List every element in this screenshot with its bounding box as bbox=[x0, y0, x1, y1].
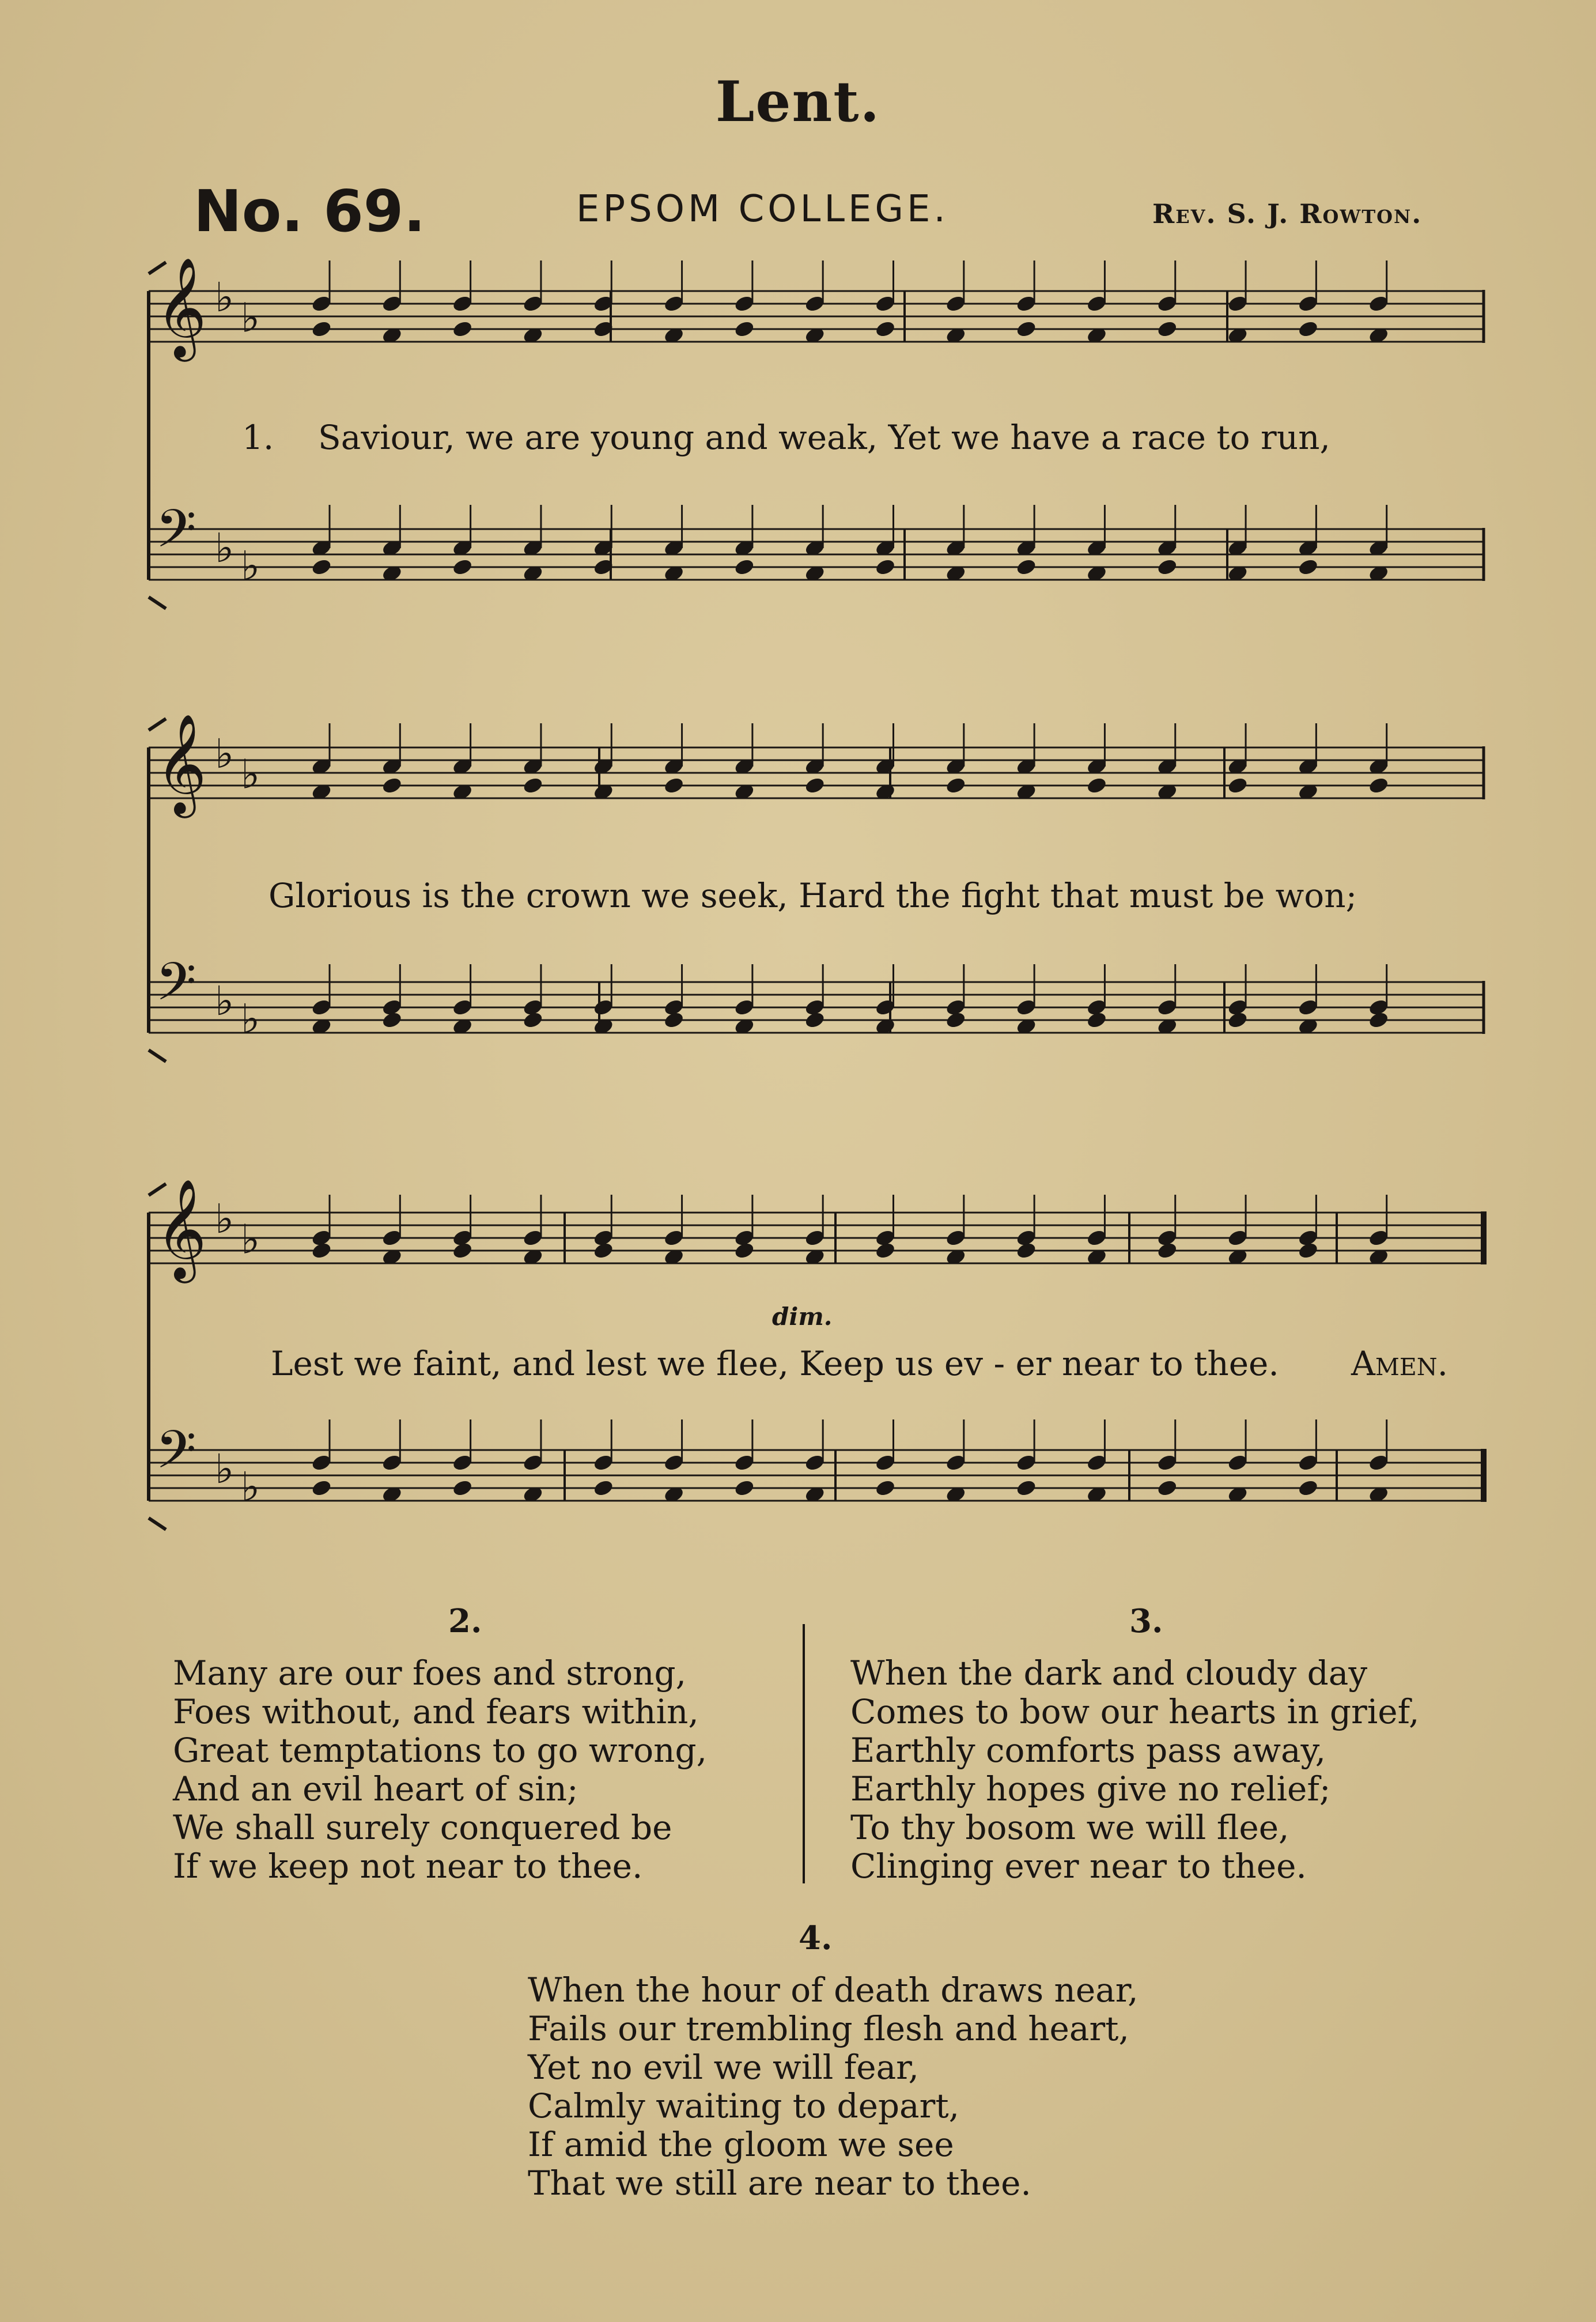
notehead bbox=[1156, 1478, 1178, 1497]
tune-name: EPSOM COLLEGE. bbox=[576, 188, 949, 231]
key-flat-treble: ♭ bbox=[215, 274, 235, 322]
verse-line: Many are our foes and strong, bbox=[173, 1653, 687, 1693]
key-flat-bass: ♭ bbox=[215, 977, 235, 1025]
verse-line: Earthly hopes give no relief; bbox=[850, 1769, 1331, 1808]
verse-line: To thy bosom we will flee, bbox=[850, 1808, 1289, 1847]
notehead bbox=[1297, 1478, 1319, 1497]
notehead bbox=[1368, 776, 1390, 795]
column-divider bbox=[803, 1624, 805, 1883]
notehead bbox=[451, 319, 473, 338]
notehead bbox=[733, 557, 755, 576]
hymn-number: No. 69. bbox=[194, 178, 426, 245]
verse-line: If amid the gloom we see bbox=[528, 2125, 954, 2164]
verse-line: Comes to bow our hearts in grief, bbox=[850, 1692, 1420, 1731]
notehead bbox=[733, 1478, 755, 1497]
notehead bbox=[1297, 557, 1319, 576]
treble-clef-icon: 𝄞 bbox=[156, 713, 207, 814]
notehead bbox=[592, 1478, 614, 1497]
verse-line: Foes without, and fears within, bbox=[173, 1692, 699, 1731]
verse-line: Clinging ever near to thee. bbox=[850, 1847, 1307, 1886]
key-flat-treble-2: ♭ bbox=[241, 750, 260, 798]
notehead bbox=[663, 776, 684, 795]
key-flat-bass: ♭ bbox=[215, 1445, 235, 1493]
verse-3 bbox=[850, 1654, 1419, 1886]
notehead bbox=[945, 776, 967, 795]
bass-clef-icon: 𝄢 bbox=[156, 498, 196, 572]
lyric-line-2: Glorious is the crown we seek, Hard the fight that must be won; bbox=[268, 876, 1357, 915]
notehead bbox=[1015, 557, 1037, 576]
verse-line: If we keep not near to thee. bbox=[173, 1847, 643, 1886]
notehead bbox=[311, 1478, 332, 1497]
notehead bbox=[1086, 776, 1107, 795]
verse-number-4: 4. bbox=[799, 1919, 833, 1957]
verse-line: Fails our trembling flesh and heart, bbox=[528, 2009, 1129, 2048]
notehead bbox=[1015, 319, 1037, 338]
notehead bbox=[874, 319, 896, 338]
verse-line: When the hour of death draws near, bbox=[528, 1970, 1139, 2010]
key-flat-treble: ♭ bbox=[215, 1195, 235, 1243]
verse-line: That we still are near to thee. bbox=[528, 2164, 1031, 2203]
key-flat-treble: ♭ bbox=[215, 730, 235, 778]
bracket-hook-bottom bbox=[149, 1050, 166, 1062]
bass-clef-icon: 𝄢 bbox=[156, 1419, 196, 1493]
verse-4 bbox=[528, 1971, 1139, 2203]
verse-line: Great temptations to go wrong, bbox=[173, 1731, 708, 1770]
key-flat-bass: ♭ bbox=[215, 524, 235, 572]
bracket-hook-bottom bbox=[149, 1518, 166, 1530]
verse-number-2: 2. bbox=[448, 1602, 482, 1640]
lyric-verse1-number: 1. bbox=[242, 418, 274, 457]
notehead bbox=[804, 776, 826, 795]
bracket-hook-bottom bbox=[149, 597, 166, 609]
lyric-line-1: Saviour, we are young and weak, Yet we have a race to run, bbox=[318, 418, 1330, 457]
lyric-line-3: Lest we faint, and lest we flee, Keep us ev - er near to thee. bbox=[271, 1344, 1279, 1383]
verse-number-3: 3. bbox=[1129, 1602, 1163, 1640]
verse-line: Earthly comforts pass away, bbox=[850, 1731, 1326, 1770]
notehead bbox=[1156, 557, 1178, 576]
notehead bbox=[874, 1478, 896, 1497]
notehead bbox=[451, 557, 473, 576]
section-title: Lent. bbox=[715, 69, 881, 134]
bass-clef-icon: 𝄢 bbox=[156, 951, 196, 1025]
treble-clef-icon: 𝄞 bbox=[156, 1179, 207, 1279]
notehead bbox=[522, 776, 544, 795]
notehead bbox=[1156, 319, 1178, 338]
notehead bbox=[311, 319, 332, 338]
dynamics-dim: dim. bbox=[772, 1302, 833, 1331]
notehead bbox=[733, 319, 755, 338]
treble-clef-icon: 𝄞 bbox=[156, 257, 207, 358]
author-credit: Rev. S. J. Rowton. bbox=[1152, 198, 1423, 229]
notehead bbox=[311, 557, 332, 576]
key-flat-bass-2: ♭ bbox=[241, 1463, 260, 1511]
lyric-amen: Amen. bbox=[1351, 1344, 1448, 1383]
key-flat-bass-2: ♭ bbox=[241, 542, 260, 590]
key-flat-treble-2: ♭ bbox=[241, 294, 260, 342]
notehead bbox=[1297, 319, 1319, 338]
notehead bbox=[1227, 776, 1249, 795]
key-flat-treble-2: ♭ bbox=[241, 1215, 260, 1263]
verse-line: Yet no evil we will fear, bbox=[528, 2048, 919, 2087]
notehead bbox=[451, 1478, 473, 1497]
verse-line: And an evil heart of sin; bbox=[173, 1769, 578, 1808]
verse-line: Calmly waiting to depart, bbox=[528, 2086, 960, 2125]
notehead bbox=[1015, 1478, 1037, 1497]
verse-line: When the dark and cloudy day bbox=[850, 1653, 1368, 1693]
verse-2 bbox=[173, 1654, 707, 1886]
key-flat-bass-2: ♭ bbox=[241, 995, 260, 1043]
verse-line: We shall surely conquered be bbox=[173, 1808, 672, 1847]
notehead bbox=[381, 776, 403, 795]
notehead bbox=[874, 557, 896, 576]
